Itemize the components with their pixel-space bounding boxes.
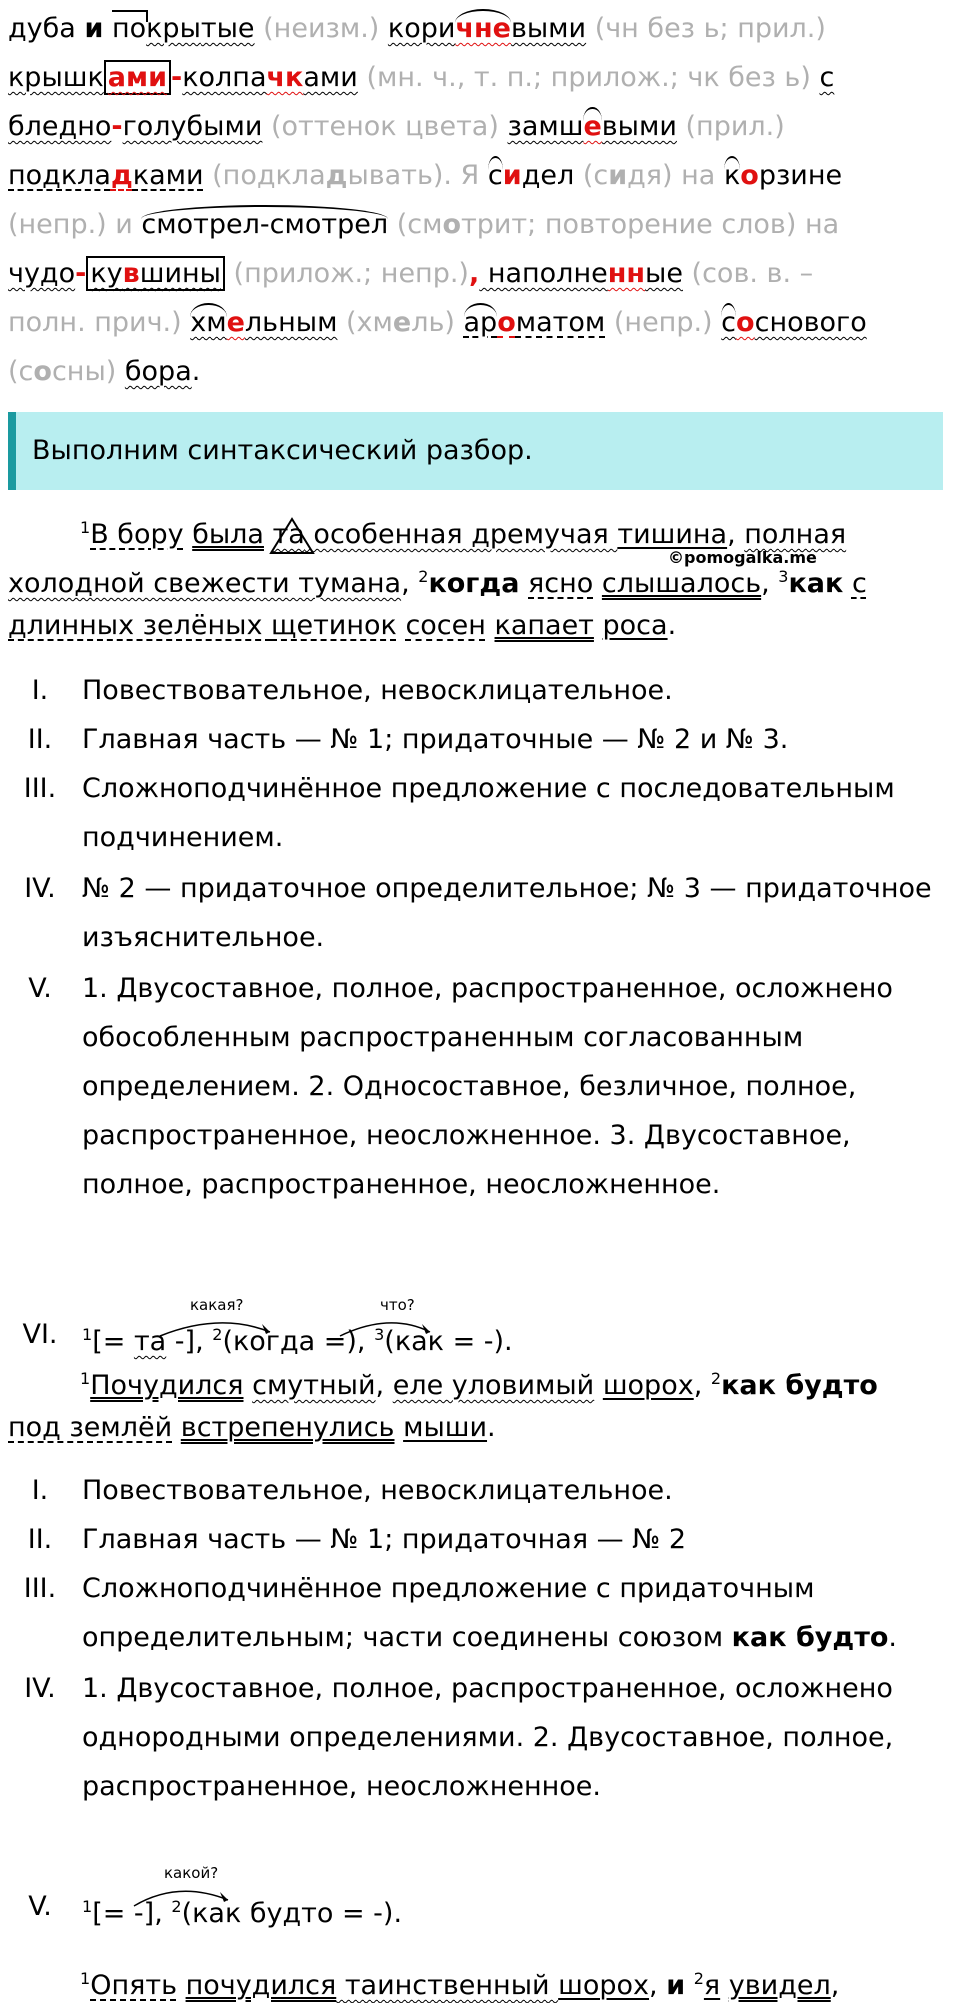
question-label: что? [380, 1296, 415, 1314]
watermark: ©pomogalka.me [668, 548, 817, 567]
top-line-8: (сосны) бора. [8, 356, 201, 387]
analysis2-list [0, 1466, 948, 1854]
scheme2: V. какой? $^1$[= -], $^2$(как будто = -). [28, 1864, 403, 1929]
word-box: кувшины [86, 256, 225, 291]
top-line-6: чудо- кувшины (прилож.; непр.), наполненные (сов. в. – [8, 258, 814, 289]
analysis1-item: II. Главная часть — № 1; придаточные — № 2 и № 3. [27, 724, 789, 755]
top-line-7: полн. прич.) хмельным (хмель) ароматом (непр.) соснового [8, 307, 867, 338]
triangle-icon [269, 517, 315, 555]
analysis1-item: III. Сложноподчинённое предложение с последовательным подчинением. [23, 773, 895, 853]
pronoun-triangle: та [273, 519, 305, 550]
top-line-2: крышк ами -колпачками (мн. ч., т. п.; прилож.; чк без ь) с [8, 62, 835, 93]
analysis2-item: II. Главная часть — № 1; придаточная — № 2 [27, 1524, 687, 1555]
question-label: какой? [164, 1864, 219, 1882]
analysis1-item: I. Повествовательное, невосклицательное. [31, 675, 673, 706]
analysis2-item: III. Сложноподчинённое предложение с придаточным определительным; части соединены союзом как будто. [23, 1573, 897, 1653]
analysis2-item: I. Повествовательное, невосклицательное. [31, 1475, 673, 1506]
sentence1-line-2: холодной свежести тумана, $^2$когда ясно слышалось, $^3$как с [8, 567, 867, 599]
sentence2-line-1: $^1$Почудился смутный, еле уловимый шорох, $^2$как будто [80, 1369, 878, 1401]
section-banner [8, 412, 943, 490]
top-line-3: бледно-голубыми (оттенок цвета) замшевыми (прил.) [8, 111, 785, 142]
top-line-1: дуба и покрытые (неизм.) коричневыми (чн без ь; прил.) [8, 13, 826, 44]
scheme1: VI. какая? что? $^1$[= та -], $^2$(когда =), $^3$(как = -). [0, 1300, 948, 1360]
top-line-5: (непр.) и смотрел-смотрел (смотрит; повторение слов) на [8, 209, 840, 240]
analysis2-item: IV. 1. Двусоставное, полное, распространенное, осложнено однородными определениями. 2. Двусоставное, полное, распространенное, неосложненное. [24, 1673, 894, 1802]
ending-box: ами [104, 60, 171, 95]
analysis1-item: IV. № 2 — придаточное определительное; № 3 — придаточное изъяснительное. [24, 873, 932, 953]
question-label: какая? [190, 1296, 244, 1314]
banner-text: Выполним синтаксический разбор. [32, 435, 533, 466]
sentence1-line-3: длинных зелёных щетинок сосен капает роса. [8, 610, 677, 641]
analysis1-list [0, 666, 948, 1254]
sentence3-line-1: $^1$Опять почудился таинственный шорох, и $^2$я увидел, [80, 1969, 840, 2001]
sentence1-line-1: $^1$В бору была та особенная дремучая тишина, полная [80, 511, 948, 552]
sentence2-line-2: под землёй встрепенулись мыши. [8, 1412, 496, 1443]
prefix-mark: по [111, 13, 147, 44]
analysis1-item: V. 1. Двусоставное, полное, распространенное, осложнено обособленным распространенным согласованным определением. 2. Односоставное, безличное, полное, распространенное, неосложненное. 3. Двусоставное, полное, распространенное, неосложненное. [28, 973, 893, 1200]
top-line-4: подкладками (подкладывать). Я сидел (сидя) на корзине [8, 160, 843, 191]
